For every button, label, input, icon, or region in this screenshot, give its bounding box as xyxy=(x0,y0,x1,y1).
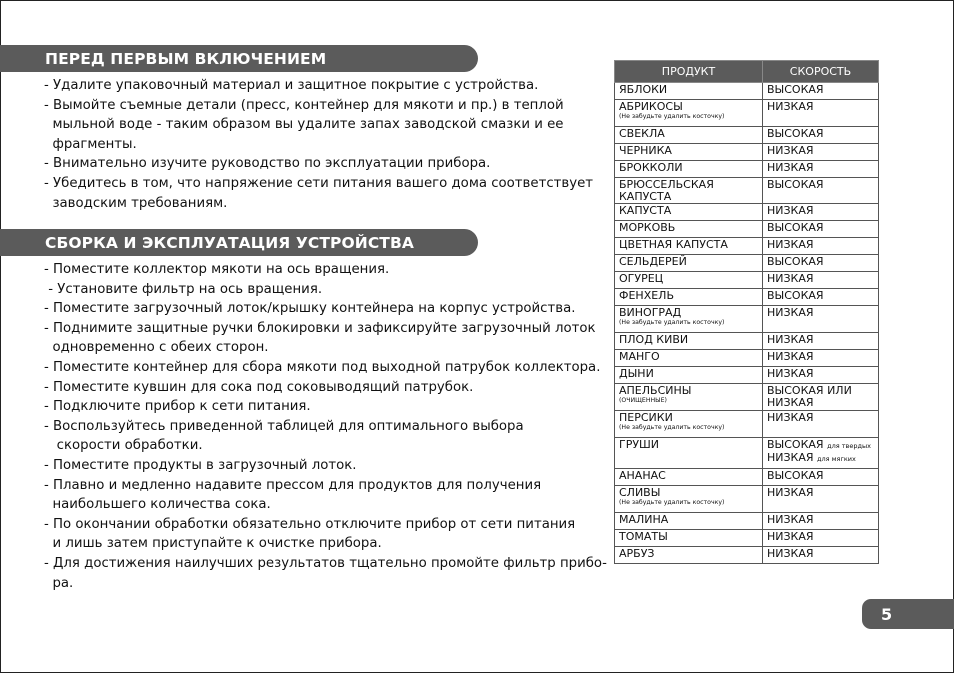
speed-cell xyxy=(763,255,879,272)
instruction-line: - Поместите загрузочный лоток/крышку контейнера на корпус устройства. xyxy=(44,301,576,317)
product-name: ФЕНХЕЛЬ xyxy=(619,289,674,302)
instruction-line: - Подключите прибор к сети питания. xyxy=(44,399,311,415)
product-cell xyxy=(615,513,763,530)
speed-cell xyxy=(763,83,879,100)
speed-value: НИЗКАЯ xyxy=(767,204,814,217)
speed-cell xyxy=(763,384,879,411)
table-row xyxy=(615,238,879,255)
table-row xyxy=(615,350,879,367)
speed-value: НИЗКАЯ xyxy=(767,238,814,251)
speed-cell xyxy=(763,204,879,221)
instruction-line: - Убедитесь в том, что напряжение сети питания вашего дома соответствует xyxy=(44,175,594,191)
table-row xyxy=(615,438,879,469)
table-row xyxy=(615,547,879,564)
instruction-line: - Установите фильтр на ось вращения. xyxy=(44,281,323,297)
speed-table xyxy=(614,60,879,564)
speed-cell xyxy=(763,350,879,367)
product-cell xyxy=(615,221,763,238)
product-name: СВЕКЛА xyxy=(619,127,665,140)
speed-cell xyxy=(763,469,879,486)
instruction-line: фрагменты. xyxy=(44,136,137,152)
product-cell xyxy=(615,255,763,272)
instruction-line: ра. xyxy=(44,575,74,591)
product-cell xyxy=(615,367,763,384)
table-row xyxy=(615,384,879,411)
table-row xyxy=(615,178,879,204)
instruction-line: одновременно с обеих сторон. xyxy=(44,340,269,356)
speed-value: ВЫСОКАЯ xyxy=(767,469,824,482)
table-row xyxy=(615,127,879,144)
product-name: ЯБЛОКИ xyxy=(619,83,668,96)
instruction-line: - Удалите упаковочный материал и защитное покрытие с устройства. xyxy=(44,78,539,93)
product-name: МАЛИНА xyxy=(619,513,669,526)
product-name: СЕЛЬДЕРЕЙ xyxy=(619,255,687,268)
speed-value: ВЫСОКАЯ xyxy=(767,127,824,140)
speed-cell xyxy=(763,100,879,127)
instruction-line: - Воспользуйтесь приведенной таблицей для оптимального выбора xyxy=(44,418,524,434)
speed-cell xyxy=(763,513,879,530)
product-name: АНАНАС xyxy=(619,469,666,482)
product-cell xyxy=(615,83,763,100)
speed-value-alt: НИЗКАЯ xyxy=(767,396,814,409)
speed-note-alt: для мягких xyxy=(817,455,856,463)
product-name: ЦВЕТНАЯ КАПУСТА xyxy=(619,238,728,251)
table-row xyxy=(615,530,879,547)
speed-value: НИЗКАЯ xyxy=(767,547,814,560)
product-cell xyxy=(615,100,763,127)
speed-value: ВЫСОКАЯ xyxy=(767,221,824,234)
product-name: ГРУШИ xyxy=(619,438,660,451)
product-cell xyxy=(615,161,763,178)
product-cell xyxy=(615,384,763,411)
product-cell xyxy=(615,486,763,513)
table-row xyxy=(615,221,879,238)
product-name: АБРИКОСЫ xyxy=(619,100,683,113)
speed-value: НИЗКАЯ xyxy=(767,367,814,380)
product-cell xyxy=(615,178,763,204)
speed-cell xyxy=(763,127,879,144)
speed-value: НИЗКАЯ xyxy=(767,333,814,346)
product-cell xyxy=(615,547,763,564)
speed-cell xyxy=(763,289,879,306)
table-row xyxy=(615,411,879,438)
product-cell xyxy=(615,127,763,144)
speed-value: ВЫСОКАЯ xyxy=(767,178,824,191)
table-row xyxy=(615,161,879,178)
product-cell xyxy=(615,350,763,367)
product-cell xyxy=(615,238,763,255)
speed-cell xyxy=(763,367,879,384)
speed-value: НИЗКАЯ xyxy=(767,411,814,424)
instruction-line: - По окончании обработки обязательно отключите прибор от сети питания xyxy=(44,516,576,532)
speed-value: НИЗКАЯ xyxy=(767,100,814,113)
table-row xyxy=(615,367,879,384)
product-name: АРБУЗ xyxy=(619,547,655,560)
column-header-speed: СКОРОСТЬ xyxy=(763,61,879,83)
instruction-line: мыльной воде - таким образом вы удалите запах заводской смазки и ее xyxy=(44,117,564,133)
product-note: (Не забудьте удалить косточку) xyxy=(619,319,725,326)
instruction-line: - Внимательно изучите руководство по эксплуатации прибора. xyxy=(44,156,491,172)
product-name: АПЕЛЬСИНЫ xyxy=(619,384,692,397)
instruction-line: и лишь затем приступайте к очистке прибора. xyxy=(44,536,382,552)
instruction-line: - Для достижения наилучших результатов тщательно промойте фильтр прибо- xyxy=(44,555,607,571)
speed-value: НИЗКАЯ xyxy=(767,272,814,285)
table-row xyxy=(615,144,879,161)
speed-cell xyxy=(763,221,879,238)
instruction-line: - Вымойте съемные детали (пресс, контейнер для мякоти и пр.) в теплой xyxy=(44,97,564,113)
table-row xyxy=(615,469,879,486)
product-name: СЛИВЫ xyxy=(619,486,661,499)
speed-cell xyxy=(763,411,879,438)
product-cell xyxy=(615,289,763,306)
speed-value: НИЗКАЯ xyxy=(767,513,814,526)
table-row xyxy=(615,289,879,306)
table-row xyxy=(615,255,879,272)
speed-cell xyxy=(763,306,879,333)
speed-value: НИЗКАЯ xyxy=(767,306,814,319)
speed-value: ВЫСОКАЯ xyxy=(767,255,824,268)
product-cell xyxy=(615,530,763,547)
instruction-line: - Поместите коллектор мякоти на ось вращения. xyxy=(44,262,390,277)
speed-cell xyxy=(763,178,879,204)
table-row xyxy=(615,306,879,333)
speed-cell xyxy=(763,547,879,564)
product-note: (ОЧИЩЕННЫЕ) xyxy=(619,397,667,404)
instruction-line: - Плавно и медленно надавите прессом для продуктов для получения xyxy=(44,477,542,493)
instruction-line: скорости обработки. xyxy=(44,438,203,454)
table-row xyxy=(615,486,879,513)
speed-cell xyxy=(763,486,879,513)
product-cell xyxy=(615,411,763,438)
product-name: ПЕРСИКИ xyxy=(619,411,673,424)
product-name: ДЫНИ xyxy=(619,367,654,380)
speed-value: НИЗКАЯ xyxy=(767,161,814,174)
product-name: БРЮССЕЛЬСКАЯ КАПУСТА xyxy=(619,178,714,203)
speed-cell xyxy=(763,333,879,350)
section-title-assembly-operation: СБОРКА И ЭКСПЛУАТАЦИЯ УСТРОЙСТВА xyxy=(0,229,478,256)
product-note: (Не забудьте удалить косточку) xyxy=(619,113,725,120)
speed-cell xyxy=(763,272,879,289)
speed-cell xyxy=(763,438,879,469)
assembly-operation-instructions xyxy=(44,260,607,593)
table-row xyxy=(615,204,879,221)
product-name: ПЛОД КИВИ xyxy=(619,333,689,346)
speed-value: НИЗКАЯ xyxy=(767,486,814,499)
product-note: (Не забудьте удалить косточку) xyxy=(619,499,725,506)
product-name: МАНГО xyxy=(619,350,660,363)
product-name: МОРКОВЬ xyxy=(619,221,676,234)
product-name: БРОККОЛИ xyxy=(619,161,683,174)
instruction-line: - Поместите кувшин для сока под соковыводящий патрубок. xyxy=(44,379,474,395)
speed-note: для твердых xyxy=(827,442,871,450)
speed-value: ВЫСОКАЯ xyxy=(767,289,824,302)
instruction-line: наибольшего количества сока. xyxy=(44,497,271,513)
product-name: ОГУРЕЦ xyxy=(619,272,664,285)
before-first-use-instructions xyxy=(44,76,593,213)
product-cell xyxy=(615,306,763,333)
speed-cell xyxy=(763,530,879,547)
speed-value: ВЫСОКАЯ xyxy=(767,83,824,96)
instruction-line: - Поместите продукты в загрузочный лоток. xyxy=(44,457,357,473)
speed-value: НИЗКАЯ xyxy=(767,530,814,543)
instruction-line: заводским требованиям. xyxy=(44,195,228,211)
page-number: 5 xyxy=(862,599,954,629)
table-row xyxy=(615,272,879,289)
instruction-line: - Поместите контейнер для сбора мякоти под выходной патрубок коллектора. xyxy=(44,359,601,375)
column-header-product: ПРОДУКТ xyxy=(615,61,763,83)
speed-cell xyxy=(763,238,879,255)
product-name: КАПУСТА xyxy=(619,204,672,217)
speed-value: НИЗКАЯ xyxy=(767,350,814,363)
product-cell xyxy=(615,272,763,289)
table-row xyxy=(615,83,879,100)
product-name: ВИНОГРАД xyxy=(619,306,682,319)
section-title-before-first-use: ПЕРЕД ПЕРВЫМ ВКЛЮЧЕНИЕМ xyxy=(0,45,478,72)
product-cell xyxy=(615,144,763,161)
table-row xyxy=(615,513,879,530)
speed-cell xyxy=(763,161,879,178)
product-cell xyxy=(615,438,763,469)
speed-value: ВЫСОКАЯ ИЛИ xyxy=(767,384,852,397)
product-name: ЧЕРНИКА xyxy=(619,144,672,157)
instruction-line: - Поднимите защитные ручки блокировки и зафиксируйте загрузочный лоток xyxy=(44,320,596,336)
product-name: ТОМАТЫ xyxy=(619,530,668,543)
speed-value: НИЗКАЯ xyxy=(767,144,814,157)
table-row xyxy=(615,333,879,350)
product-cell xyxy=(615,469,763,486)
speed-value: ВЫСОКАЯ xyxy=(767,438,824,451)
product-cell xyxy=(615,204,763,221)
speed-cell xyxy=(763,144,879,161)
product-note: (Не забудьте удалить косточку) xyxy=(619,424,725,431)
product-cell xyxy=(615,333,763,350)
table-row xyxy=(615,100,879,127)
speed-value-alt: НИЗКАЯ xyxy=(767,451,814,464)
